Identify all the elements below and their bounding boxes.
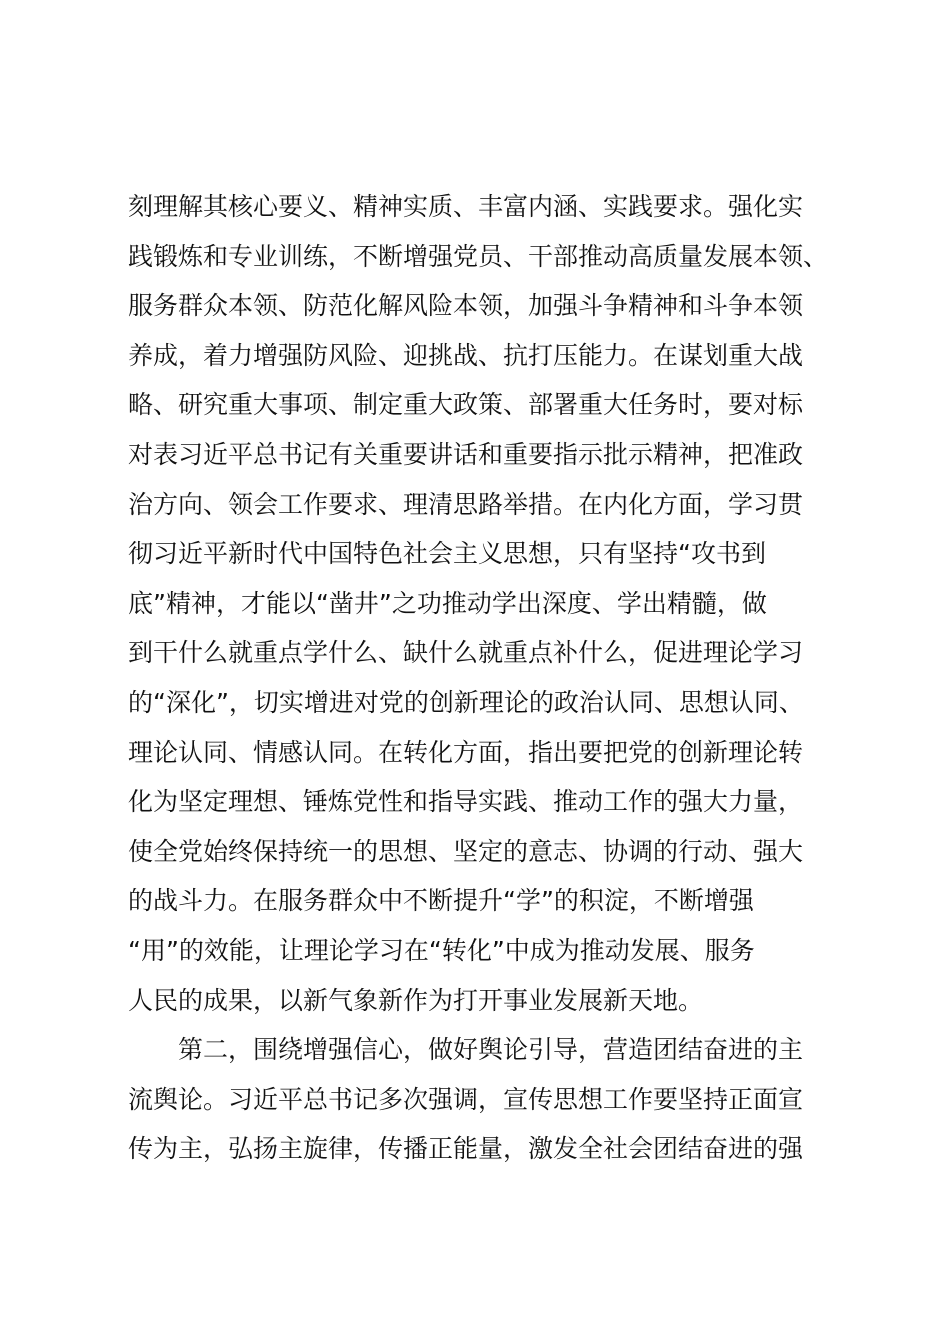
- text-line: 到干什么就重点学什么、缺什么就重点补什么，促进理论学习: [128, 638, 804, 668]
- text-line: 对表习近平总书记有关重要讲话和重要指示批示精神，把准政: [128, 439, 804, 469]
- text-line: 化为坚定理想、锤炼党性和指导实践、推动工作的强大力量，: [128, 787, 804, 817]
- body-text: [128, 182, 848, 1174]
- text-line: 养成，着力增强防风险、迎挑战、抗打压能力。在谋划重大战: [128, 340, 804, 370]
- text-line: 流舆论。习近平总书记多次强调，宣传思想工作要坚持正面宣: [128, 1084, 804, 1114]
- text-line: 略、研究重大事项、制定重大政策、部署重大任务时，要对标: [128, 390, 804, 420]
- text-line: 传为主，弘扬主旋律，传播正能量，激发全社会团结奋进的强: [128, 1134, 804, 1164]
- text-line: “用”的效能，让理论学习在“转化”中成为推动发展、服务: [128, 935, 755, 965]
- text-line: 人民的成果，以新气象新作为打开事业发展新天地。: [128, 985, 704, 1015]
- text-line: 的战斗力。在服务群众中不断提升“学”的积淀，不断增强: [128, 886, 754, 916]
- text-line: 治方向、领会工作要求、理清思路举措。在内化方面，学习贯: [128, 489, 804, 519]
- paragraph-start-line: 第二，围绕增强信心，做好舆论引导，营造团结奋进的主: [178, 1035, 804, 1065]
- text-line: 刻理解其核心要义、精神实质、丰富内涵、实践要求。强化实: [128, 192, 804, 221]
- text-line: 使全党始终保持统一的思想、坚定的意志、协调的行动、强大: [128, 836, 804, 866]
- text-line: 理论认同、情感认同。在转化方面，指出要把党的创新理论转: [128, 737, 804, 767]
- text-line: 践锻炼和专业训练，不断增强党员、干部推动高质量发展本领、: [128, 241, 829, 271]
- text-line: 底”精神，才能以“凿井”之功推动学出深度、学出精髓，做: [128, 588, 767, 618]
- text-line: 服务群众本领、防范化解风险本领，加强斗争精神和斗争本领: [128, 291, 804, 321]
- text-line: 彻习近平新时代中国特色社会主义思想，只有坚持“攻书到: [128, 539, 766, 569]
- text-line: 的“深化”，切实增进对党的创新理论的政治认同、思想认同、: [128, 687, 804, 717]
